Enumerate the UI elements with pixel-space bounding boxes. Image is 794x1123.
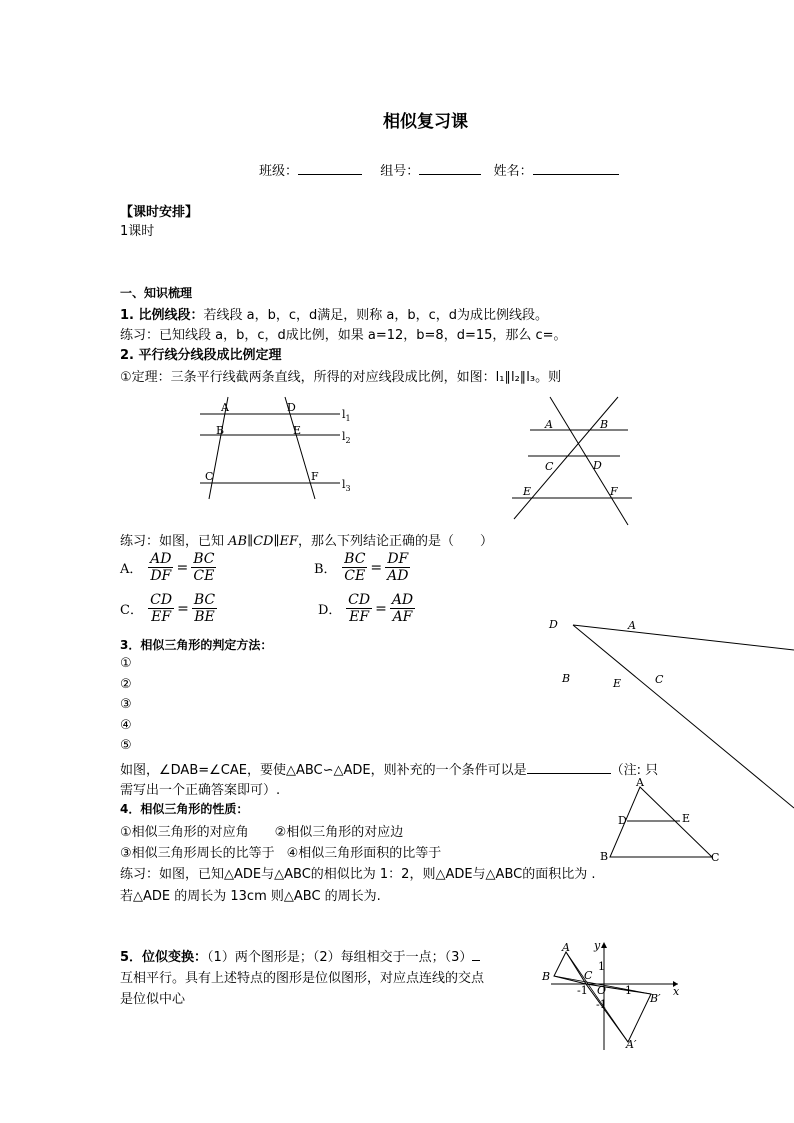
item4-property-row2	[120, 842, 441, 861]
item2-practice-prefix: 练习：如图，已知	[120, 534, 229, 549]
option-b[interactable]: B． $\frac{BC}{CE}$ = $\frac{DF}{AD}$	[314, 551, 409, 584]
item1-label: 1. 比例线段：	[120, 308, 204, 323]
option-d-den1: EF	[349, 609, 370, 625]
item5-line1-text: （1）两个图形是；（2）每组相交于一点；（3）	[207, 950, 473, 965]
item3-question-tail: （注: 只	[610, 763, 659, 778]
parallel-lines-figure-1	[190, 395, 370, 505]
item3-question-text: 如图，∠DAB=∠CAE，要使△ABC∽△ADE，则补充的一个条件可以是	[120, 763, 527, 778]
item5-line3: 是位似中心	[120, 992, 186, 1007]
class-blank[interactable]	[298, 162, 362, 175]
option-b-num1: BC	[344, 551, 366, 567]
fig2-label-C: C	[545, 460, 554, 473]
option-d-num2: AD	[391, 592, 414, 608]
fig4-label-E: E	[682, 812, 691, 825]
name-blank[interactable]	[533, 162, 619, 175]
group-blank[interactable]	[419, 162, 481, 175]
fig1-label-C: C	[205, 470, 214, 483]
section-heading: 一、知识梳理	[120, 286, 193, 300]
item1-definition	[120, 304, 548, 323]
fig1-sub-1: 1	[345, 414, 351, 423]
item3-mark-3: ③	[120, 697, 132, 712]
option-c[interactable]: C． $\frac{CD}{EF}$ = $\frac{BC}{BE}$	[120, 592, 216, 625]
item2-practice-math: AB∥CD∥EF	[228, 534, 298, 549]
fig4-label-D: D	[618, 814, 627, 827]
option-c-den1: EF	[151, 609, 172, 625]
fig1-label-l1: l	[342, 408, 346, 421]
fig5-label-y: y	[594, 939, 601, 952]
fig2-label-F: F	[610, 485, 618, 498]
student-info-line	[259, 160, 619, 179]
option-a-num1: AD	[150, 551, 172, 567]
triangle-figure	[595, 775, 725, 865]
item4-practice1: 练习：如图，已知△ADE与△ABC的相似比为 1：2，则△ADE与△ABC的面积比为 .	[120, 867, 596, 882]
class-label: 班级：	[259, 164, 299, 179]
fig1-label-E: E	[293, 424, 302, 437]
item3-mark-1: ①	[120, 656, 132, 671]
option-a-den1: DF	[150, 568, 172, 584]
item4-p4: ④相似三角形面积的比等于	[286, 846, 442, 861]
option-d-num1: CD	[348, 592, 371, 608]
item4-p1: ①相似三角形的对应角	[120, 825, 249, 840]
svg-text:l3	[342, 478, 351, 493]
fig5-label-B: B	[542, 970, 551, 983]
option-c-num1: CD	[150, 592, 173, 608]
fig5-label-A: A	[562, 941, 570, 954]
item3-mark-4: ④	[120, 718, 132, 733]
item5-blank[interactable]	[472, 948, 480, 961]
option-c-letter: C．	[120, 603, 143, 618]
fig5-label-x: x	[673, 985, 680, 998]
svg-text:l2	[342, 430, 351, 445]
fig4-label-B: B	[600, 850, 609, 863]
fig3-label-C: C	[655, 673, 664, 686]
option-d[interactable]: D． $\frac{CD}{EF}$ = $\frac{AD}{AF}$	[318, 592, 414, 625]
item2-practice-suffix: ，那么下列结论正确的是（ ）	[297, 534, 493, 549]
item3-question	[120, 759, 658, 778]
item4-practice2: 若△ADE 的周长为 13cm 则△ABC 的周长为.	[120, 889, 381, 904]
schedule-value: 1课时	[120, 224, 155, 239]
item3-mark-5: ⑤	[120, 738, 132, 753]
item5-line1	[120, 946, 480, 965]
group-label: 组号：	[380, 164, 420, 179]
name-label: 姓名：	[493, 164, 533, 179]
item3-mark-2: ②	[120, 677, 132, 692]
item3-answer-blank[interactable]	[527, 761, 611, 774]
fig1-label-l3: l	[342, 478, 346, 491]
parallel-lines-figure-2	[500, 395, 640, 530]
item5-line2: 互相平行。具有上述特点的图形是位似图形，对应点连线的交点	[120, 971, 485, 986]
item3-question-line2: 需写出一个正确答案即可）.	[120, 783, 281, 798]
fig5-label-O: O	[597, 984, 607, 997]
option-a-den2: CE	[193, 568, 215, 584]
option-b-den1: CE	[344, 568, 366, 584]
fig5-tick-neg1b: -1	[596, 998, 607, 1011]
fig1-sub-3: 3	[345, 484, 351, 493]
page-title: 相似复习课	[383, 112, 468, 132]
svg-text:l1	[342, 408, 351, 423]
item4-property-row1	[120, 821, 403, 840]
fig1-label-l2: l	[342, 430, 346, 443]
item1-practice: 练习：已知线段 a，b，c，d成比例，如果 a=12，b=8，d=15，那么 c=。	[120, 328, 567, 343]
fig5-tick-1b: 1	[625, 984, 632, 997]
fig4-label-C: C	[711, 851, 720, 864]
item2-practice	[120, 530, 493, 549]
item4-p2: ②相似三角形的对应边	[274, 825, 404, 840]
item3-label: 3．相似三角形的判定方法：	[120, 638, 273, 652]
fig1-label-D: D	[287, 401, 296, 414]
fig5-tick-1: 1	[598, 960, 605, 973]
option-b-letter: B．	[314, 562, 337, 577]
fig5-label-Bprime: B′	[650, 992, 661, 1005]
option-d-letter: D．	[318, 603, 342, 618]
option-b-num2: DF	[387, 551, 409, 567]
item4-p3: ③相似三角形周长的比等于	[120, 846, 275, 861]
fig3-label-E: E	[613, 677, 622, 690]
option-d-den2: AF	[392, 609, 413, 625]
fig1-label-F: F	[311, 470, 319, 483]
item2-label: 2. 平行线分线段成比例定理	[120, 348, 282, 363]
option-a-num2: BC	[193, 551, 215, 567]
option-c-den2: BE	[194, 609, 215, 625]
option-c-num2: BC	[193, 592, 216, 608]
option-b-den2: AD	[387, 568, 409, 584]
fig3-label-A: A	[628, 619, 636, 632]
fig3-label-D: D	[549, 618, 558, 631]
fig2-label-A: A	[545, 418, 553, 431]
item1-text: 若线段 a，b，c，d满足，则称 a，b，c，d为成比例线段。	[203, 308, 549, 323]
fig2-label-D: D	[593, 459, 602, 472]
fig5-tick-neg1: -1	[577, 984, 588, 997]
fig5-label-C: C	[584, 969, 593, 982]
schedule-heading: 【课时安排】	[120, 205, 199, 220]
fig1-sub-2: 2	[345, 436, 351, 445]
fig5-label-Aprime: A′	[626, 1038, 637, 1051]
option-a-letter: A．	[120, 562, 143, 577]
fig2-label-B: B	[600, 418, 609, 431]
homothety-figure	[536, 938, 686, 1053]
item2-theorem: ①定理：三条平行线截两条直线，所得的对应线段成比例，如图：l₁∥l₂∥l₃。则	[120, 370, 562, 385]
fig4-label-A: A	[636, 776, 644, 789]
item4-label: 4．相似三角形的性质：	[120, 802, 249, 816]
fig3-label-B: B	[562, 672, 571, 685]
fig1-label-A: A	[221, 401, 229, 414]
fig2-label-E: E	[523, 485, 532, 498]
fig1-label-B: B	[216, 424, 225, 437]
option-a[interactable]: A． $\frac{AD}{DF}$ = $\frac{BC}{CE}$	[120, 551, 215, 584]
item5-label: 5．位似变换：	[120, 950, 208, 965]
